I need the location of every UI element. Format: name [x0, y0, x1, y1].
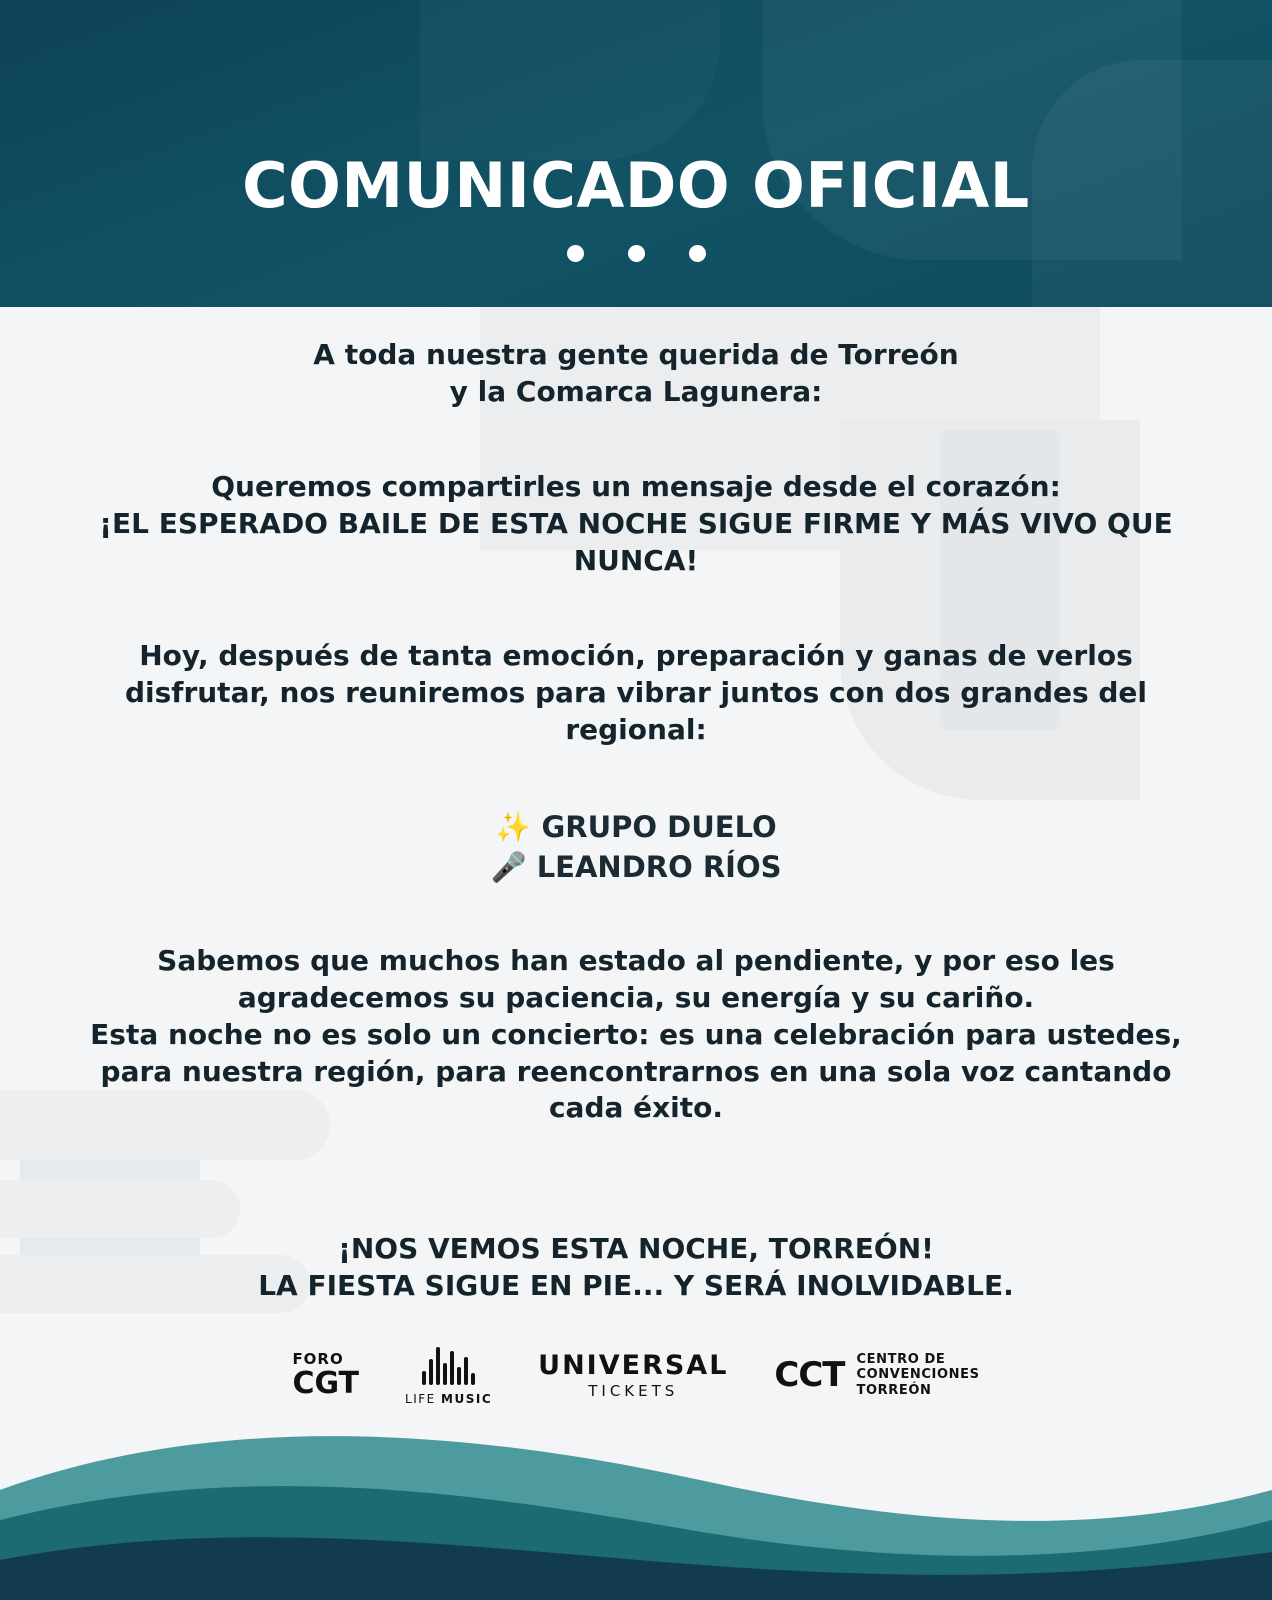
logo-foro-line1: FORO: [292, 1349, 344, 1368]
main-paragraph: Hoy, después de tanta emoción, preparación y ganas de verlos disfrutar, nos reuniremos para vibrar juntos con dos grandes del regional:: [124, 638, 1148, 746]
header-banner: [0, 0, 1272, 307]
message-block: [90, 469, 1182, 580]
logo-cct-line1: CENTRO DE: [856, 1352, 946, 1367]
page-title: COMUNICADO OFICIAL: [242, 149, 1030, 222]
artist-name: GRUPO DUELO: [541, 809, 777, 844]
message-intro: Queremos compartirles un mensaje desde el corazón:: [211, 469, 1061, 503]
artist-lineup: [90, 807, 1182, 887]
announcement-body: [0, 307, 1272, 1305]
microphone-icon: 🎤: [490, 849, 527, 884]
life-text: LIFE: [405, 1391, 442, 1406]
thanks-paragraph: Sabemos que muchos han estado al pendiente, y por eso les agradecemos su paciencia, su energía y su cariño. Esta noche no es solo un concierto: es una celebración para ustedes, para nuestra región, para reencontrarnos en una sola voz cantando cada éxito.: [90, 943, 1182, 1125]
logo-universal-line1: UNIVERSAL: [538, 1349, 729, 1381]
logo-universal-line2: TICKETS: [588, 1381, 679, 1400]
lineup-item: [90, 807, 1182, 847]
lineup-item: [90, 847, 1182, 887]
message-headline: ¡EL ESPERADO BAILE DE ESTA NOCHE SIGUE FIRME Y MÁS VIVO QUE NUNCA!: [99, 506, 1173, 577]
dot: [628, 245, 645, 262]
music-text: MUSIC: [441, 1391, 493, 1406]
dot: [689, 245, 706, 262]
sparkles-icon: ✨: [495, 809, 532, 844]
artist-name: LEANDRO RÍOS: [536, 849, 782, 884]
logo-foro-line2: CGT: [292, 1365, 360, 1401]
logo-cct-mark: CCT: [774, 1354, 845, 1395]
closing-paragraph: ¡NOS VEMOS ESTA NOCHE, TORREÓN! LA FIESTA SIGUE EN PIE... Y SERÁ INOLVIDABLE.: [258, 1232, 1014, 1303]
greeting-text: A toda nuestra gente querida de Torreón y la Comarca Lagunera:: [313, 338, 959, 408]
logo-cct-line3: TORREÓN: [856, 1382, 932, 1398]
dot-separator: [556, 245, 716, 262]
logo-cct-line2: CONVENCIONES: [856, 1367, 980, 1383]
dot: [567, 245, 584, 262]
